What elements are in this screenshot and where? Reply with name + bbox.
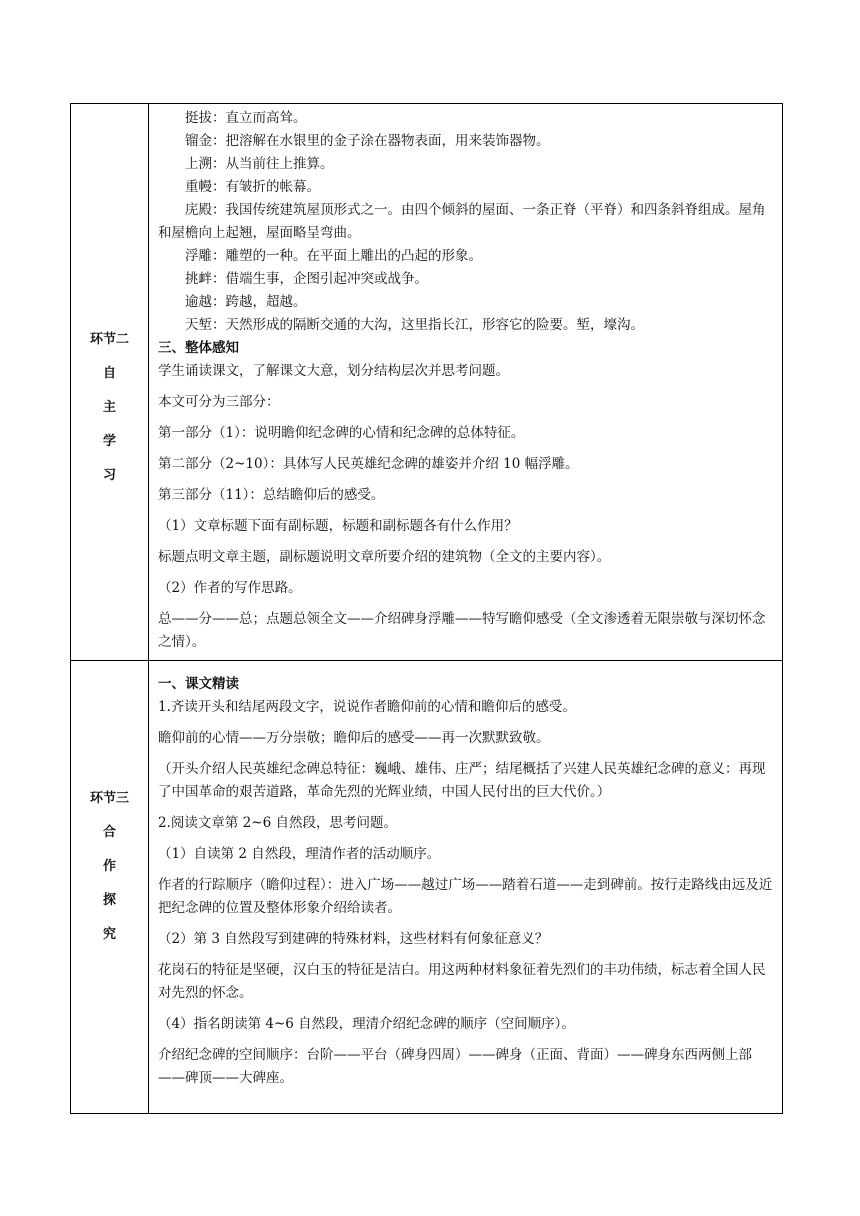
answer: 作者的行踪顺序（瞻仰过程）：进入广场——越过广场——踏着石道——走到碑前。按行走路线由远及近把纪念碑的位置及整体形象介绍给读者。 [158, 877, 773, 916]
section-label-char: 主 [102, 400, 116, 415]
lesson-plan-table [70, 103, 783, 1114]
section-label-char: 究 [102, 927, 116, 942]
section-row-self-study [71, 104, 783, 661]
paragraph: 学生诵读课文，了解课文大意，划分结构层次并思考问题。 [158, 363, 509, 379]
glossary-entry: 上溯：从当前往上推算。 [185, 156, 334, 172]
glossary-entry: 挑衅：借端生事，企图引起冲突或战争。 [185, 271, 428, 287]
section-label-cell [71, 661, 149, 1114]
glossary-entry: 重幔：有皱折的帐幕。 [185, 179, 320, 195]
answer: 瞻仰前的心情——万分崇敬；瞻仰后的感受——再一次默默致敬。 [158, 730, 550, 746]
answer: 标题点明文章主题，副标题说明文章所要介绍的建筑物（全文的主要内容）。 [158, 549, 611, 565]
glossary-entry: 天堑：天然形成的隔断交通的大沟，这里指长江，形容它的险要。堑，壕沟。 [185, 317, 644, 333]
question: （1）自读第 2 自然段，理清作者的活动顺序。 [158, 846, 441, 862]
paragraph: 第三部分（11）：总结瞻仰后的感受。 [158, 487, 385, 503]
section-heading: 一、课文精读 [158, 676, 239, 692]
paragraph: 第二部分（2~10）：具体写人民英雄纪念碑的雄姿并介绍 10 幅浮雕。 [158, 456, 579, 472]
section-content-cell [149, 661, 783, 1114]
question: （2）第 3 自然段写到建碑的特殊材料，这些材料有何象征意义？ [158, 931, 549, 947]
glossary-entry: 浮雕：雕塑的一种。在平面上雕出的凸起的形象。 [185, 248, 482, 264]
section-label-char: 习 [102, 468, 116, 483]
glossary-entry: 逾越：跨越，超越。 [185, 294, 307, 310]
answer: 花岗石的特征是坚硬，汉白玉的特征是洁白。用这两种材料象征着先烈们的丰功伟绩，标志着全国人民对先烈的怀念。 [158, 962, 766, 1001]
section-heading: 三、整体感知 [158, 340, 239, 356]
glossary-entry: 挺拔：直立而高耸。 [185, 110, 307, 126]
question: （2）作者的写作思路。 [158, 580, 302, 596]
question: （1）文章标题下面有副标题，标题和副标题各有什么作用？ [158, 518, 518, 534]
question: 2.阅读文章第 2~6 自然段，思考问题。 [158, 815, 397, 831]
section-label-char: 作 [102, 859, 116, 874]
paragraph: 本文可分为三部分： [158, 394, 280, 410]
section-label-cell [71, 104, 149, 661]
note: （开头介绍人民英雄纪念碑总特征：巍峨、雄伟、庄严；结尾概括了兴建人民英雄纪念碑的意义：再现了中国革命的艰苦道路，革命先烈的光辉业绩，中国人民付出的巨大代价。） [158, 761, 766, 800]
section-label-char: 合 [102, 825, 116, 840]
section-label-char: 学 [102, 434, 116, 449]
question: 1.齐读开头和结尾两段文字，说说作者瞻仰前的心情和瞻仰后的感受。 [158, 699, 576, 715]
glossary-entry: 镏金：把溶解在水银里的金子涂在器物表面，用来装饰器物。 [185, 133, 550, 149]
answer: 总——分——总；点题总领全文——介绍碑身浮雕——特写瞻仰感受（全文渗透着无限崇敬与深切怀念之情）。 [158, 611, 766, 650]
section-label-char: 自 [102, 366, 116, 381]
paragraph: 第一部分（1）：说明瞻仰纪念碑的心情和纪念碑的总体特征。 [158, 425, 525, 441]
answer: 介绍纪念碑的空间顺序：台阶——平台（碑身四周）——碑身（正面、背面）——碑身东西两侧上部——碑顶——大碑座。 [158, 1047, 752, 1086]
question: （4）指名朗读第 4~6 自然段，理清介绍纪念碑的顺序（空间顺序）。 [158, 1016, 575, 1032]
glossary-entry: 庑殿：我国传统建筑屋顶形式之一。由四个倾斜的屋面、一条正脊（平脊）和四条斜脊组成。屋角和屋檐向上起翘，屋面略呈弯曲。 [158, 202, 766, 241]
section-label-title: 环节二 [89, 332, 129, 347]
section-label-char: 探 [102, 893, 116, 908]
section-label-title: 环节三 [89, 791, 129, 806]
section-content-cell [149, 104, 783, 661]
section-row-collaborative-inquiry [71, 661, 783, 1114]
